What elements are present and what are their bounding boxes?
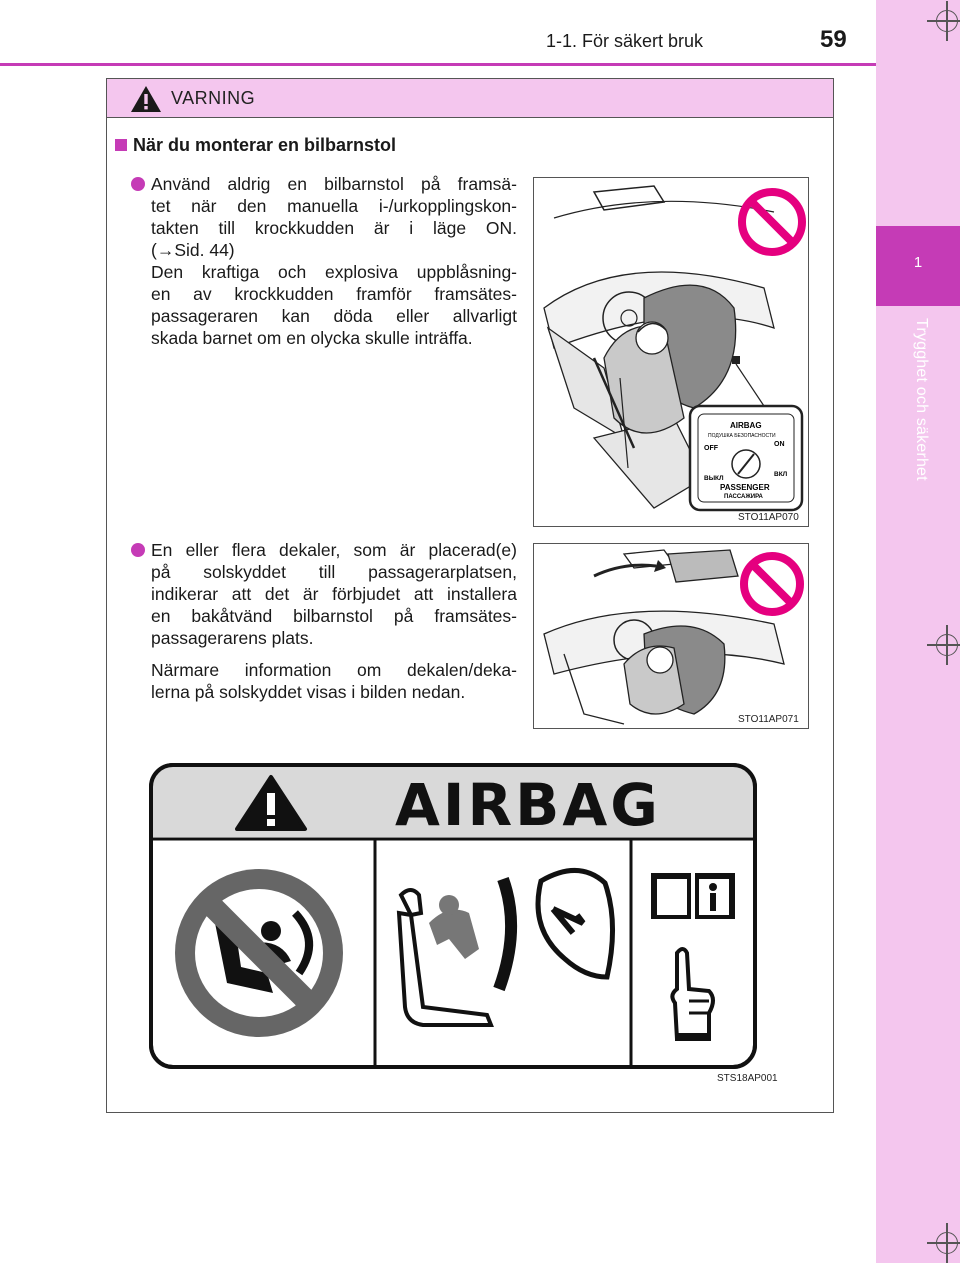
switch-airbag-ru-text: ПОДУШКА БЕЗОПАСНОСТИ [708, 433, 776, 439]
airbag-label-graphic [149, 763, 757, 1069]
warning-box [106, 78, 834, 1113]
figure-sun-visor-label-location [533, 543, 809, 729]
sun-visor-illustration [534, 544, 808, 728]
text-line: Använd aldrig en bilbarnstol på framsä- [151, 174, 517, 194]
switch-on-text: ON [774, 441, 785, 448]
bullet-icon [131, 543, 145, 557]
figure-code: STO11AP071 [738, 714, 799, 725]
text-line: skada barnet om en olycka skulle inträffa. [151, 328, 473, 348]
section-header-title: 1-1. För säkert bruk [546, 31, 704, 51]
chapter-number: 1 [913, 254, 923, 271]
page-reference-link[interactable]: (→Sid. 44) [151, 240, 235, 260]
figure-code: STS18AP001 [717, 1073, 778, 1084]
text-line: passagerarens plats. [151, 628, 314, 648]
text-line: passageraren kan döda eller allvarligt [151, 306, 517, 326]
warning-triangle-icon [129, 84, 163, 114]
text-line: på solskyddet till passagerarplatsen, [151, 562, 517, 582]
crop-mark-icon [936, 1232, 958, 1254]
warning-header [107, 79, 833, 118]
switch-on-ru-text: ВКЛ [774, 471, 788, 478]
figure-child-seat-airbag-on [533, 177, 809, 527]
section-title: När du monterar en bilbarnstol [133, 135, 397, 155]
page-number: 59 [820, 26, 847, 53]
text-line: lerna på solskyddet visas i bilden nedan. [151, 682, 466, 702]
text-line: indikerar att det är förbjudet att installera [151, 584, 517, 604]
airbag-label-title: AIRBAG [395, 771, 661, 839]
switch-off-text: OFF [704, 445, 718, 452]
header-rule [0, 63, 876, 66]
crop-mark-icon [936, 10, 958, 32]
switch-airbag-text: AIRBAG [730, 421, 762, 430]
text-line: Den kraftiga och explosiva uppblåsning- [151, 262, 517, 282]
text-line: tet när den manuella i-/urkopplingskon- [151, 196, 517, 216]
airbag-label-illustration [149, 763, 778, 1084]
text-line: takten till krockkudden är i läge ON. [151, 218, 517, 238]
paragraph-child-seat-warning [151, 173, 517, 349]
car-interior-illustration [534, 178, 808, 526]
figure-code: STO11AP070 [738, 512, 799, 523]
text-line: Närmare information om dekalen/deka- [151, 660, 517, 680]
text-line: en av krockkudden framför framsätes- [151, 284, 517, 304]
section-marker-icon [115, 139, 127, 151]
paragraph-label-note [151, 659, 517, 703]
chapter-title: Trygghet och säkerhet [913, 318, 930, 481]
switch-passenger-ru-text: ПАССАЖИРА [724, 494, 763, 500]
text-line: En eller flera dekaler, som är placerad(e) [151, 540, 517, 560]
switch-passenger-text: PASSENGER [720, 483, 770, 492]
paragraph-sun-visor-label [151, 539, 517, 649]
switch-off-ru-text: ВЫКЛ [704, 475, 724, 482]
bullet-icon [131, 177, 145, 191]
text-line: en bakåtvänd bilbarnstol på framsätes- [151, 606, 517, 626]
warning-label: VARNING [171, 88, 256, 108]
crop-mark-icon [936, 634, 958, 656]
